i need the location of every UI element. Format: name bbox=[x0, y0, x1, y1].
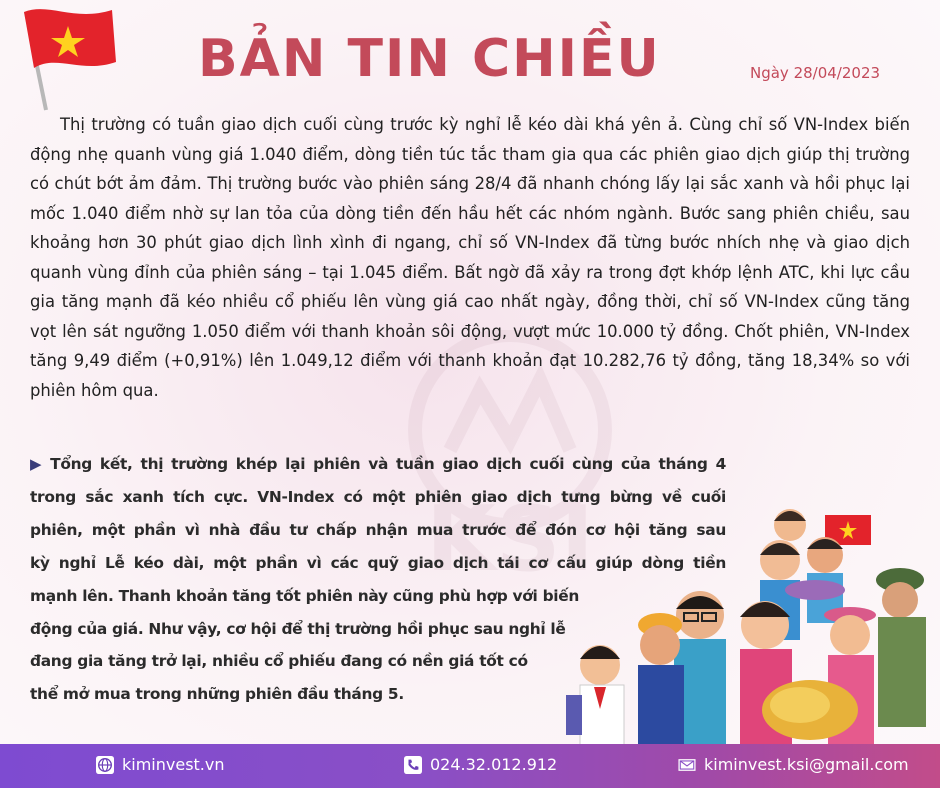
footer-website[interactable] bbox=[96, 755, 225, 774]
summary-line: ▶ Tổng kết, thị trường khép lại phiên và tuần giao dịch cuối cùng của tháng 4 bbox=[30, 455, 726, 473]
summary-line: động của giá. Như vậy, cơ hội để thị trường hồi phục sau nghỉ lễ bbox=[30, 619, 566, 638]
vietnam-flag-icon bbox=[4, 2, 124, 112]
svg-text:KSI: KSI bbox=[425, 487, 595, 590]
footer-bar bbox=[0, 744, 940, 788]
market-paragraph: Thị trường có tuần giao dịch cuối cùng trước kỳ nghỉ lễ kéo dài khá yên ả. Cùng chỉ số VN-Index biến động nhẹ quanh vùng giá 1.040 điểm, dòng tiền túc tắc tham gia qua các phiên giao dịch giúp thị trường có chút bớt ảm đảm. Thị trường bước vào phiên sáng 28/4 đã nhanh chóng lấy lại sắc xanh và hồi phục lại mốc 1.040 điểm nhờ sự lan tỏa của dòng tiền đến hầu hết các nhóm ngành. Bước sang phiên chiều, sau khoảng hơn 30 phút giao dịch lình xình đi ngang, chỉ số VN-Index đã từng bước nhích nhẹ và giao dịch quanh vùng đỉnh của phiên sáng – tại 1.045 điểm. Bất ngờ đã xảy ra trong đợt khớp lệnh ATC, khi lực cầu gia tăng mạnh đã kéo nhiều cổ phiếu lên vùng giá cao nhất ngày, đồng thời, chỉ số VN-Index cũng tăng vọt lên sát ngưỡng 1.050 điểm với thanh khoản sôi động, vượt mức 10.000 tỷ đồng. Chốt phiên, VN-Index tăng 9,49 điểm (+0,91%) lên 1.049,12 điểm với thanh khoản đạt 10.282,76 tỷ đồng, tăng 18,34% so với phiên hôm qua. bbox=[30, 115, 910, 400]
summary-line: mạnh lên. Thanh khoản tăng tốt phiên này cũng phù hợp với biến bbox=[30, 586, 580, 605]
summary-line: phiên, một phần vì nhà đầu tư chấp nhận mua trước để đón cơ hội tăng sau bbox=[30, 520, 726, 539]
website-text: kiminvest.vn bbox=[122, 755, 225, 774]
globe-icon bbox=[96, 756, 114, 774]
summary-line: kỳ nghỉ Lễ kéo dài, một phần vì các quỹ giao dịch tái cơ cấu giúp dòng tiền bbox=[30, 553, 726, 572]
email-text: kiminvest.ksi@gmail.com bbox=[704, 755, 909, 774]
phone-text: 024.32.012.912 bbox=[430, 755, 558, 774]
report-date: Ngày 28/04/2023 bbox=[750, 64, 881, 82]
summary-line: đang gia tăng trở lại, nhiều cổ phiếu đang có nền giá tốt có bbox=[30, 652, 528, 671]
summary-line: trong sắc xanh tích cực. VN-Index có một phiên giao dịch tưng bừng về cuối bbox=[30, 487, 726, 506]
footer-phone[interactable] bbox=[404, 755, 557, 774]
footer-email[interactable] bbox=[678, 755, 909, 774]
page-title: BẢN TIN CHIỀU bbox=[198, 29, 661, 89]
people-illustration bbox=[560, 505, 940, 745]
play-arrow-icon: ▶ bbox=[30, 455, 45, 473]
summary-line: thể mở mua trong những phiên đầu tháng 5. bbox=[30, 685, 404, 704]
mail-icon bbox=[678, 756, 696, 774]
phone-icon bbox=[404, 756, 422, 774]
